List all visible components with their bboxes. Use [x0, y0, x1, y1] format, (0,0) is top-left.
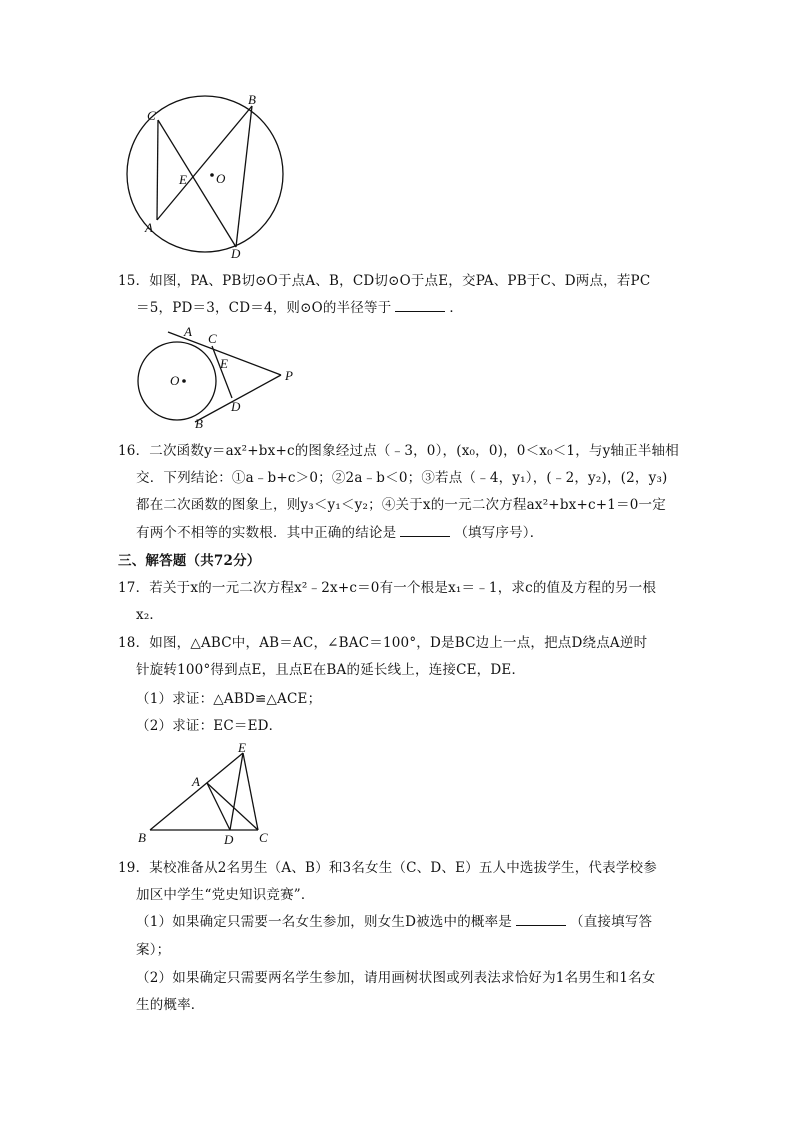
q19-part1-text-a: （1）如果确定只需要一名女生参加，则女生D被选中的概率是: [136, 914, 513, 930]
label-a: A: [145, 220, 153, 235]
q16-text-b: （填写序号）．: [454, 525, 544, 541]
label-b: B: [248, 92, 256, 107]
label-o: O: [216, 171, 226, 186]
q19-part1-line2: 案）；: [136, 942, 171, 958]
q15-text-a: ＝5，PD＝3，CD＝4，则⊙O的半径等于: [136, 300, 392, 316]
label-o: O: [170, 373, 180, 388]
label-c: C: [259, 830, 268, 845]
label-c: C: [208, 331, 217, 346]
label-d: D: [231, 399, 241, 414]
q19-line2: 加区中学生“党史知识竞赛”．: [136, 887, 315, 903]
q15-line2: [136, 299, 463, 317]
center-dot: [210, 173, 214, 177]
label-c: C: [147, 108, 156, 123]
segment-ad: [207, 783, 230, 830]
q18-part1: （1）求证：△ABD≌△ACE；: [136, 691, 322, 707]
q16-line2: 交．下列结论：①a﹣b+c＞0；②2a﹣b＜0；③若点（﹣4，y₁），(﹣2，y₂)，(2，y₃): [136, 470, 668, 486]
q19-part2-line2: 生的概率．: [136, 997, 205, 1013]
label-e: E: [220, 356, 228, 371]
figure-15-tangents: [130, 325, 310, 435]
q16-line1: 16．二次函数y＝ax²+bx+c的图象经过点（﹣3，0），(x₀，0)，0＜x₀＜1，与y轴正半轴相: [118, 443, 679, 459]
q19-answer-blank[interactable]: [516, 913, 566, 926]
q18-line2: 针旋转100°得到点E，且点E在BA的延长线上，连接CE，DE．: [136, 662, 526, 678]
q17-line2: x₂．: [136, 607, 164, 623]
chord-ca: [157, 120, 158, 220]
q16-line4: [136, 524, 543, 542]
q16-answer-blank[interactable]: [400, 524, 450, 537]
q15-line1: 15．如图，PA、PB切⊙O于点A、B，CD切⊙O于点E，交PA、PB于C、D两点，若PC: [118, 273, 651, 289]
chord-bd: [236, 106, 252, 247]
label-a: A: [184, 324, 192, 339]
q17-line1: 17．若关于x的一元二次方程x²﹣2x+c＝0有一个根是x₁＝﹣1，求c的值及方程的另一根: [118, 580, 657, 596]
label-e: E: [238, 740, 246, 755]
q15-answer-blank[interactable]: [395, 299, 445, 312]
segment-be: [150, 753, 243, 830]
figure-14-circle-chords: [130, 92, 300, 262]
q19-part1-text-b: （直接填写答: [570, 914, 653, 930]
center-dot: [182, 379, 186, 383]
label-a: A: [192, 774, 200, 789]
label-d: D: [231, 246, 241, 261]
section-3-title: 三、解答题（共72分）: [118, 553, 261, 569]
label-d: D: [224, 832, 234, 847]
label-p: P: [285, 368, 293, 383]
figure-18-triangles: [130, 738, 280, 853]
q18-line1: 18．如图，△ABC中，AB＝AC，∠BAC＝100°，D是BC边上一点，把点D绕点A逆时: [118, 635, 648, 651]
chord-ab: [157, 106, 252, 220]
label-e: E: [179, 172, 187, 187]
label-b: B: [195, 416, 203, 431]
q16-text-a: 有两个不相等的实数根．其中正确的结论是: [136, 525, 397, 541]
segment-ed: [230, 753, 243, 830]
q18-part2: （2）求证：EC＝ED．: [136, 718, 283, 734]
q15-text-b: ．: [449, 300, 464, 316]
q16-line3: 都在二次函数的图象上，则y₃＜y₁＜y₂；④关于x的一元二次方程ax²+bx+c+1＝0一定: [136, 497, 666, 513]
q19-line1: 19．某校准备从2名男生（A、B）和3名女生（C、D、E）五人中选拔学生，代表学校参: [118, 860, 657, 876]
q19-part2-line1: （2）如果确定只需要两名学生参加，请用画树状图或列表法求恰好为1名男生和1名女: [136, 970, 656, 986]
label-b: B: [138, 830, 146, 845]
q19-part1-line1: [136, 913, 652, 931]
